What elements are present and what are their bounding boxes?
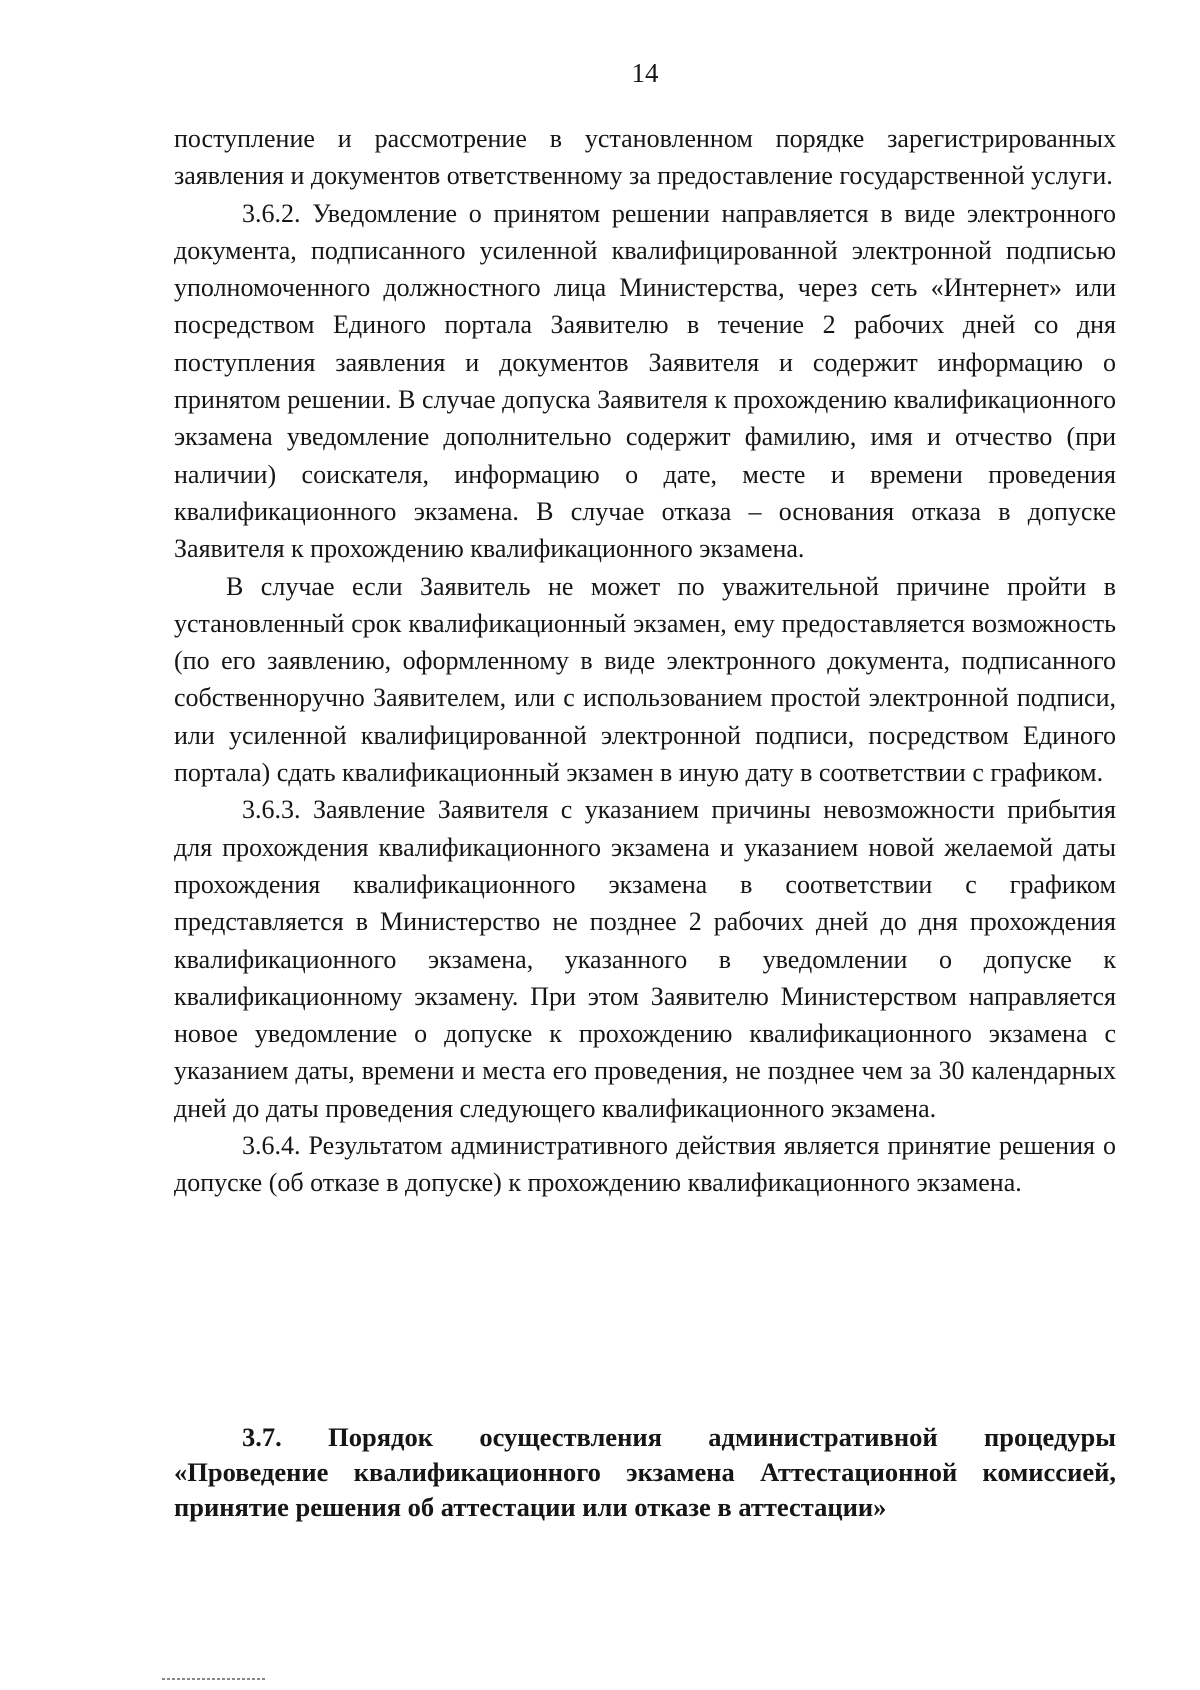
paragraph-rescheduling: В случае если Заявитель не может по уважительной причине пройти в установленный срок квалификационный экзамен, ему предоставляется возможность (по его заявлению, оформленному в виде электронного документа, подписанного собственноручно Заявителем, или с использованием простой электронной подписи, или усиленной квалифицированной электронной подписи, посредством Единого портала) сдать квалификационный экзамен в иную дату в соответствии с графиком. xyxy=(174,571,1116,788)
paragraph-3-6-2: 3.6.2. Уведомление о принятом решении направляется в виде электронного документа, подписанного усиленной квалифицированной электронной подписью уполномоченного должностного лица Министерства, через сеть «Интернет» или посредством Единого портала Заявителю в течение 2 рабочих дней со дня поступления заявления и документов Заявителя и содержит информацию о принятом решении. В случае допуска Заявителя к прохождению квалификационного экзамена уведомление дополнительно содержит фамилию, имя и отчество (при наличии) соискателя, информацию о дате, месте и времени проведения квалификационного экзамена. В случае отказа – основания отказа в допуске Заявителя к прохождению квалификационного экзамена. xyxy=(174,198,1116,564)
section-title: Порядок осуществления административной процедуры «Проведение квалификационного экзамена Аттестационной комиссией, принятие решения об аттестации или отказе в аттестации» xyxy=(174,1422,1116,1522)
paragraph-continuation: поступление и рассмотрение в установленном порядке зарегистрированных заявления и документов ответственному за предоставление государственной услуги. xyxy=(174,124,1116,191)
section-heading-3-7 xyxy=(174,1420,1116,1525)
scan-artifact-mark xyxy=(162,1678,266,1680)
document-body xyxy=(174,120,1116,1202)
page-number: 14 xyxy=(631,58,659,88)
paragraph-3-6-4: 3.6.4. Результатом административного действия является принятие решения о допуске (об отказе в допуске) к прохождению квалификационного экзамена. xyxy=(174,1131,1116,1198)
section-number: 3.7. xyxy=(242,1422,282,1452)
paragraph-3-6-3: 3.6.3. Заявление Заявителя с указанием причины невозможности прибытия для прохождения квалификационного экзамена и указанием новой желаемой даты прохождения квалификационного экзамена в соответствии с графиком представляется в Министерство не позднее 2 рабочих дней до дня прохождения квалификационного экзамена, указанного в уведомлении о допуске к квалификационному экзамену. При этом Заявителю Министерством направляется новое уведомление о допуске к прохождению квалификационного экзамена с указанием даты, времени и места его проведения, не позднее чем за 30 календарных дней до даты проведения следующего квалификационного экзамена. xyxy=(174,795,1116,1123)
